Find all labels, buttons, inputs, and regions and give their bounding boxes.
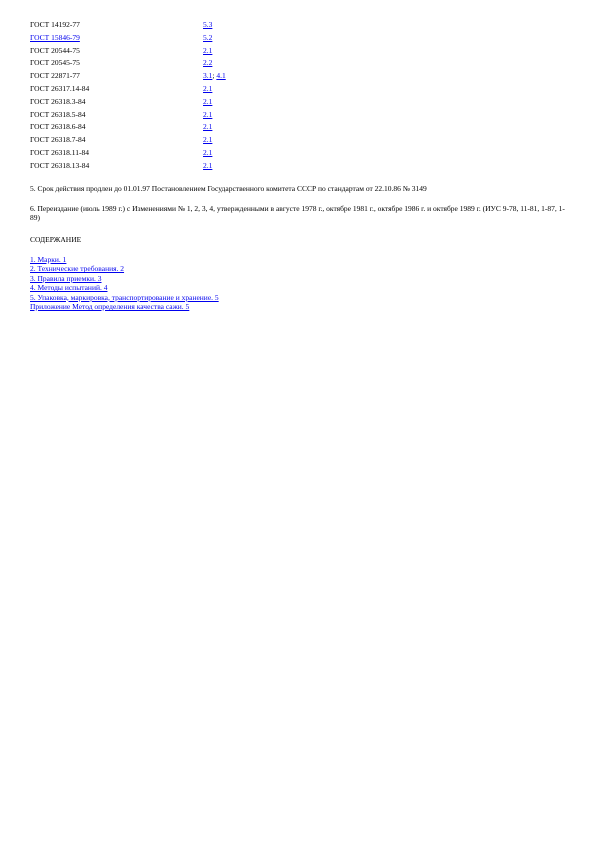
reference-doc-cell (30, 58, 203, 71)
reference-row (30, 97, 226, 110)
reference-doc-cell (30, 20, 203, 33)
reference-doc-label: ГОСТ 26318.13-84 (30, 160, 90, 170)
reference-doc-label: ГОСТ 26318.3-84 (30, 96, 86, 106)
reference-row (30, 84, 226, 97)
reference-clause-cell (203, 46, 226, 59)
clause-link[interactable]: 2.1 (203, 122, 213, 132)
clause-link[interactable]: 3.1 (203, 71, 213, 81)
reference-doc-cell (30, 122, 203, 135)
reference-doc-label: ГОСТ 22871-77 (30, 71, 80, 81)
reference-clause-cell (203, 148, 226, 161)
reference-doc-label: ГОСТ 26318.6-84 (30, 122, 86, 132)
reference-clause-cell (203, 58, 226, 71)
toc-link[interactable]: 2. Технические требования. 2 (30, 264, 125, 274)
toc-title: СОДЕРЖАНИЕ (30, 235, 82, 244)
toc-item (30, 264, 219, 273)
clause-link[interactable]: 4.1 (216, 71, 226, 81)
reference-clause-cell (203, 71, 226, 84)
reference-row (30, 161, 226, 174)
clause-link[interactable]: 2.1 (203, 96, 213, 106)
reference-row (30, 135, 226, 148)
clause-link[interactable]: 2.1 (203, 109, 213, 119)
reference-doc-label: ГОСТ 26318.7-84 (30, 135, 86, 145)
toc-link[interactable]: 3. Правила приемки. 3 (30, 273, 102, 283)
reference-doc-cell (30, 33, 203, 46)
reference-clause-cell (203, 33, 226, 46)
reference-table (30, 20, 226, 174)
reference-clause-cell (203, 110, 226, 123)
clause-link[interactable]: 2.1 (203, 147, 213, 157)
reference-doc-label: ГОСТ 26318.5-84 (30, 109, 86, 119)
toc-link[interactable]: 1. Марки. 1 (30, 255, 67, 264)
reference-row (30, 71, 226, 84)
paragraph-6: 6. Переиздание (июль 1989 г.) с Изменениями № 1, 2, 3, 4, утвержденными в августе 1978 г., октябре 1981 г., октябре 1986 г. и октябре 1989 г. (ИУС 9-78, 11-81, 1-87, 1-89) (30, 204, 565, 222)
reference-doc-label: ГОСТ 14192-77 (30, 20, 80, 29)
reference-doc-cell (30, 84, 203, 97)
reference-clause-cell (203, 161, 226, 174)
reference-row (30, 33, 226, 46)
reference-doc-cell (30, 110, 203, 123)
clause-link[interactable]: 5.2 (203, 32, 213, 42)
reference-row (30, 122, 226, 135)
clause-link[interactable]: 2.1 (203, 45, 213, 55)
reference-doc-cell (30, 135, 203, 148)
reference-row (30, 110, 226, 123)
reference-clause-cell (203, 84, 226, 97)
toc-link[interactable]: 5. Упаковка, маркировка, транспортирование и хранение. 5 (30, 292, 219, 302)
reference-doc-label: ГОСТ 26318.11-84 (30, 147, 89, 157)
clause-link[interactable]: 2.1 (203, 160, 213, 170)
reference-doc-cell (30, 148, 203, 161)
clause-link[interactable]: 2.1 (203, 83, 213, 93)
clause-link[interactable]: 2.2 (203, 58, 213, 68)
toc-item (30, 293, 219, 302)
paragraph-5: 5. Срок действия продлен до 01.01.97 Постановлением Государственного комитета СССР по стандартам от 22.10.86 № 3149 (30, 184, 427, 193)
reference-row (30, 58, 226, 71)
reference-doc-label: ГОСТ 26317.14-84 (30, 83, 90, 93)
toc-item (30, 274, 219, 283)
reference-clause-cell (203, 122, 226, 135)
clause-link[interactable]: 2.1 (203, 135, 213, 145)
reference-doc-cell (30, 161, 203, 174)
reference-clause-cell (203, 135, 226, 148)
toc-link[interactable]: 4. Методы испытаний. 4 (30, 283, 108, 293)
toc-item (30, 283, 219, 292)
reference-clause-cell (203, 20, 226, 33)
reference-clause-cell (203, 97, 226, 110)
reference-row (30, 20, 226, 33)
reference-doc-label: ГОСТ 20544-75 (30, 45, 80, 55)
clause-link[interactable]: 5.3 (203, 20, 213, 29)
toc-list (30, 255, 219, 311)
clause-separator: ; (212, 71, 217, 81)
toc-item (30, 302, 219, 311)
reference-doc-cell (30, 97, 203, 110)
reference-doc-label: ГОСТ 20545-75 (30, 58, 80, 68)
reference-doc-cell (30, 71, 203, 84)
reference-doc-cell (30, 46, 203, 59)
toc-item (30, 255, 219, 264)
reference-row (30, 46, 226, 59)
toc-link[interactable]: Приложение Метод определения качества сажи. 5 (30, 301, 190, 311)
reference-row (30, 148, 226, 161)
reference-doc-link[interactable]: ГОСТ 15846-79 (30, 32, 80, 42)
